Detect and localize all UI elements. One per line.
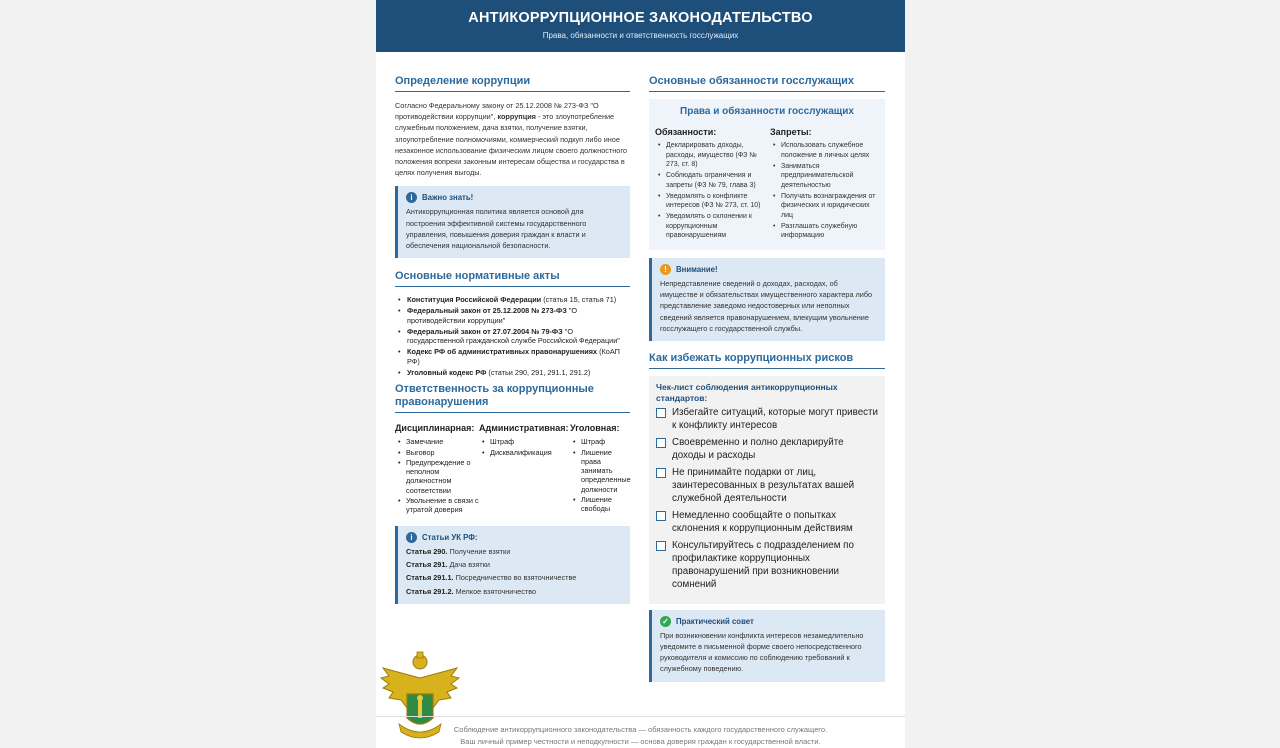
page-header [376,0,905,52]
advice-note-text: При возникновении конфликта интересов незамедлительно уведомите в письменной форме своего непосредственного руководителя и комиссию по соблюдению требований к служебному поведению. [660,630,864,674]
acts-heading: Основные нормативные акты [395,270,630,287]
list-item: Статья 290. Получение взятки [406,546,511,556]
list-item: • Кодекс РФ об административных правонарушениях (КоАП РФ) [395,347,630,366]
list-item: • Штраф [479,437,570,446]
list-item: Статья 291. Дача взятки [406,560,490,570]
warning-note-text: Непредставление сведений о доходах, расходах, об имуществе и обязательствах имущественного характера либо представление заведомо недостоверных или неполных сведений является правонарушением, влекущим увольнение госслужащего с государственной службы. [660,279,873,333]
info-icon: i [406,532,417,543]
list-item: • Федеральный закон от 25.12.2008 № 273-ФЗ "О противодействии коррупции" [395,306,630,325]
list-item: • Соблюдать ограничения и запреты (ФЗ № 79, глава 3) [655,171,770,190]
checklist-item[interactable]: Не принимайте подарки от лиц, заинтересованных в результатах вашей служебной деятельности [656,467,878,505]
warning-note [649,258,885,341]
list-item: • Уведомлять о конфликте интересов (ФЗ № 273, ст. 10) [655,192,770,211]
checklist-item[interactable]: Своевременно и полно декларируйте доходы и расходы [656,437,878,463]
definition-text: Согласно Федеральному закону от 25.12.2008 № 273-ФЗ "О противодействии коррупции", коррупция - это злоупотребление служебным положением, дача взятки, получение взятки, злоупотребление полномочиями, коммерческий подкуп либо иное незаконное использование физическим лицом своего должностного положения вопреки законным интересам общества и государства в целях получения выгоды. [395,101,627,178]
list-item: • Уведомлять о склонении к коррупционным правонарушениям [655,212,770,241]
criminal-column [570,423,630,515]
list-item: Статья 291.1. Посредничество во взяточничестве [406,573,577,583]
responsibility-heading: Ответственность за коррупционные правонарушения [395,383,630,413]
advice-note-title: Практический совет [676,616,754,626]
list-item: • Конституция Российской Федерации (статья 15, статья 71) [395,295,630,305]
checklist-item[interactable]: Консультируйтесь с подразделением по профилактике коррупционных правонарушений при возникновении сомнений [656,540,878,591]
info-icon: i [406,192,417,203]
list-item: • Декларировать доходы, расходы, имущество (ФЗ № 273, ст. 8) [655,141,770,170]
responsibility-columns [395,423,630,515]
page-subtitle: Права, обязанности и ответственность госслужащих [542,31,739,40]
important-note [395,186,630,258]
advice-note [649,610,885,682]
list-item: • Получать вознаграждения от физических и юридических лиц [770,192,878,221]
list-item: • Увольнение в связи с утратой доверия [395,496,479,515]
checkbox[interactable] [656,468,666,478]
important-note-text: Антикоррупционная политика является основой для построения эффективной системы государственного управления, повышения доверия граждан к власти и обеспечения национальной безопасности. [406,207,587,251]
obligations-title: Обязанности: [655,127,717,137]
checklist-title: Чек-лист соблюдения антикоррупционных стандартов: [656,382,838,404]
list-item: • Выговор [395,448,479,457]
checkbox[interactable] [656,438,666,448]
list-item: • Использовать служебное положение в личных целях [770,141,878,160]
column-title: Административная: [479,423,569,434]
checklist-item[interactable]: Немедленно сообщайте о попытках склонения к коррупционным действиям [656,510,878,536]
warning-note-title: Внимание! [676,265,718,274]
checkbox[interactable] [656,511,666,521]
checklist-box [649,376,885,604]
footer-line-1: Соблюдение антикоррупционного законодательства — обязанность каждого государственного служащего. [453,725,828,734]
page-footer [376,716,905,748]
page-title: АНТИКОРРУПЦИОННОЕ ЗАКОНОДАТЕЛЬСТВО [468,10,813,26]
list-item: • Дисквалификация [479,448,570,457]
uk-articles-list [406,545,622,599]
important-note-title: Важно знать! [422,193,474,203]
column-title: Уголовная: [570,423,620,434]
warning-icon: ! [660,264,671,275]
administrative-column [479,423,570,515]
definition-heading: Определение коррупции [395,75,630,92]
disciplinary-column [395,423,479,515]
checkbox[interactable] [656,408,666,418]
document-page [376,0,905,748]
duties-box [649,99,885,250]
uk-articles-note [395,526,630,605]
duties-box-title: Права и обязанности госслужащих [680,106,854,117]
footer-line-2: Ваш личный пример честности и неподкупности — основа доверия граждан к государственной власти. [460,737,821,746]
checklist-item[interactable]: Избегайте ситуаций, которые могут привести к конфликту интересов [656,407,878,433]
list-item: • Заниматься предпринимательской деятельностью [770,162,878,191]
check-icon: ✓ [660,616,671,627]
uk-note-title: Статьи УК РФ: [422,532,478,542]
bans-title: Запреты: [770,127,812,137]
list-item: • Лишение права занимать определенные должности [570,448,630,494]
column-title: Дисциплинарная: [395,423,475,434]
list-item: • Лишение свободы [570,495,630,514]
list-item: Статья 291.2. Мелкое взяточничество [406,586,537,596]
acts-list [395,295,630,377]
obligations-column [655,127,770,242]
list-item: • Уголовный кодекс РФ (статьи 290, 291, 291.1, 291.2) [395,368,630,378]
risks-heading: Как избежать коррупционных рисков [649,352,885,369]
list-item: • Штраф [570,437,630,446]
list-item: • Предупреждение о неполном должностном соответствии [395,458,479,495]
bans-column [770,127,878,242]
list-item: • Замечание [395,437,479,446]
left-column [395,52,630,604]
list-item: • Федеральный закон от 27.07.2004 № 79-ФЗ "О государственной гражданской службе Российской Федерации" [395,327,630,346]
list-item: • Разглашать служебную информацию [770,222,878,241]
checkbox[interactable] [656,541,666,551]
duties-heading: Основные обязанности госслужащих [649,75,885,92]
right-column [649,52,885,682]
